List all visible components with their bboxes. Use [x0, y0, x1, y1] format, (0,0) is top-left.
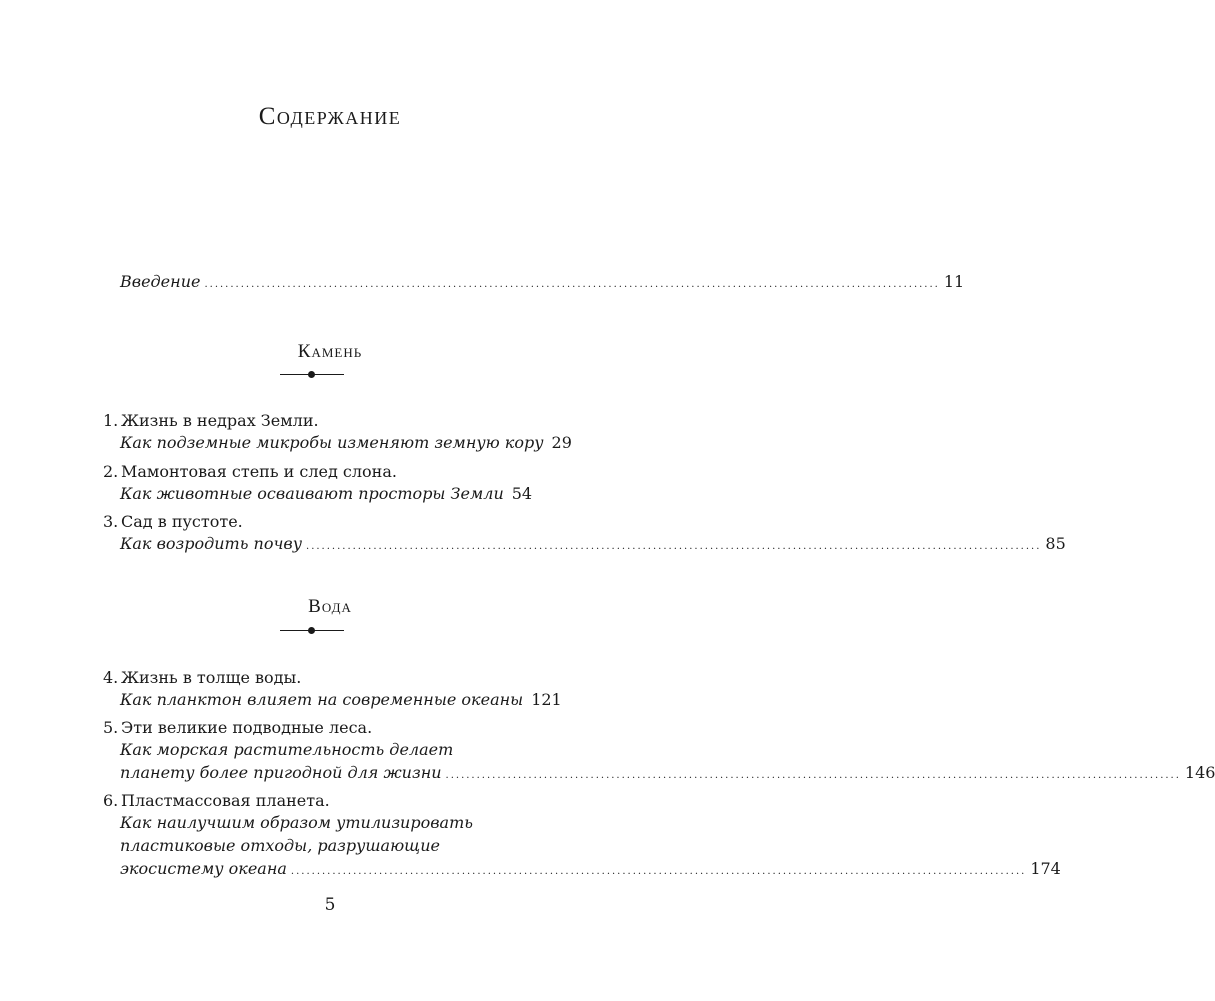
chapter-subtitle-line[interactable] [120, 858, 1061, 883]
chapter-title[interactable] [103, 790, 330, 812]
chapter-page: 29 [551, 433, 572, 452]
subtitle-text: Как животные осваивают просторы Земли [120, 484, 504, 503]
dot-leader: .............................................................................................................................................. [290, 866, 1027, 877]
chapter-subtitle-line[interactable] [120, 432, 572, 457]
section-heading: Вода [308, 596, 352, 617]
subtitle-text: Как возродить почву [120, 534, 303, 553]
chapter-page: 146 [1184, 763, 1215, 782]
dot-leader: .............................................................................................................................................. [445, 770, 1181, 781]
chapter-title-text: Жизнь в толще воды. [121, 668, 302, 687]
chapter-number: 1. [103, 411, 119, 430]
section-ornament [280, 370, 344, 380]
chapter-title[interactable] [103, 511, 243, 533]
chapter-title-text: Пластмассовая планета. [121, 791, 330, 810]
section-heading: Камень [297, 341, 363, 362]
chapter-title[interactable] [103, 410, 319, 432]
chapter-page: 85 [1045, 534, 1066, 553]
entry-page: 11 [943, 272, 965, 291]
section-ornament [280, 626, 344, 636]
chapter-title-text: Эти великие подводные леса. [121, 718, 373, 737]
chapter-title-text: Сад в пустоте. [121, 512, 243, 531]
subtitle-text: Как подземные микробы изменяют земную кору [120, 433, 544, 452]
chapter-title-text: Жизнь в недрах Земли. [121, 411, 319, 430]
chapter-title[interactable] [103, 667, 301, 689]
subtitle-text: Как планктон влияет на современные океаны [120, 690, 524, 709]
chapter-subtitle-line: Как наилучшим образом утилизировать [120, 813, 473, 832]
chapter-subtitle-line: пластиковые отходы, разрушающие [120, 836, 440, 855]
page-title: Содержание [258, 103, 402, 130]
chapter-number: 2. [103, 462, 119, 481]
page-number: 5 [324, 895, 336, 915]
subtitle-text: планету более пригодной для жизни [120, 763, 442, 782]
chapter-subtitle-line[interactable] [120, 689, 562, 714]
chapter-title[interactable] [103, 461, 397, 483]
chapter-number: 3. [103, 512, 119, 531]
chapter-subtitle-line[interactable] [120, 762, 1215, 787]
dot-leader: .............................................................................................................................................. [204, 279, 940, 290]
chapter-title[interactable] [103, 717, 372, 739]
chapter-page: 121 [531, 690, 562, 709]
chapter-page: 174 [1030, 859, 1061, 878]
subtitle-text: экосистему океана [120, 859, 287, 878]
chapter-number: 4. [103, 668, 119, 687]
chapter-title-text: Мамонтовая степь и след слона. [121, 462, 397, 481]
chapter-page: 54 [511, 484, 533, 503]
dot-leader: .............................................................................................................................................. [306, 541, 1042, 552]
toc-entry-intro[interactable] [120, 271, 965, 296]
chapter-subtitle-line[interactable] [120, 533, 1066, 558]
entry-label: Введение [120, 272, 201, 291]
chapter-subtitle-line: Как морская растительность делает [120, 740, 454, 759]
chapter-number: 6. [103, 791, 119, 810]
chapter-number: 5. [103, 718, 119, 737]
chapter-subtitle-line[interactable] [120, 483, 533, 508]
